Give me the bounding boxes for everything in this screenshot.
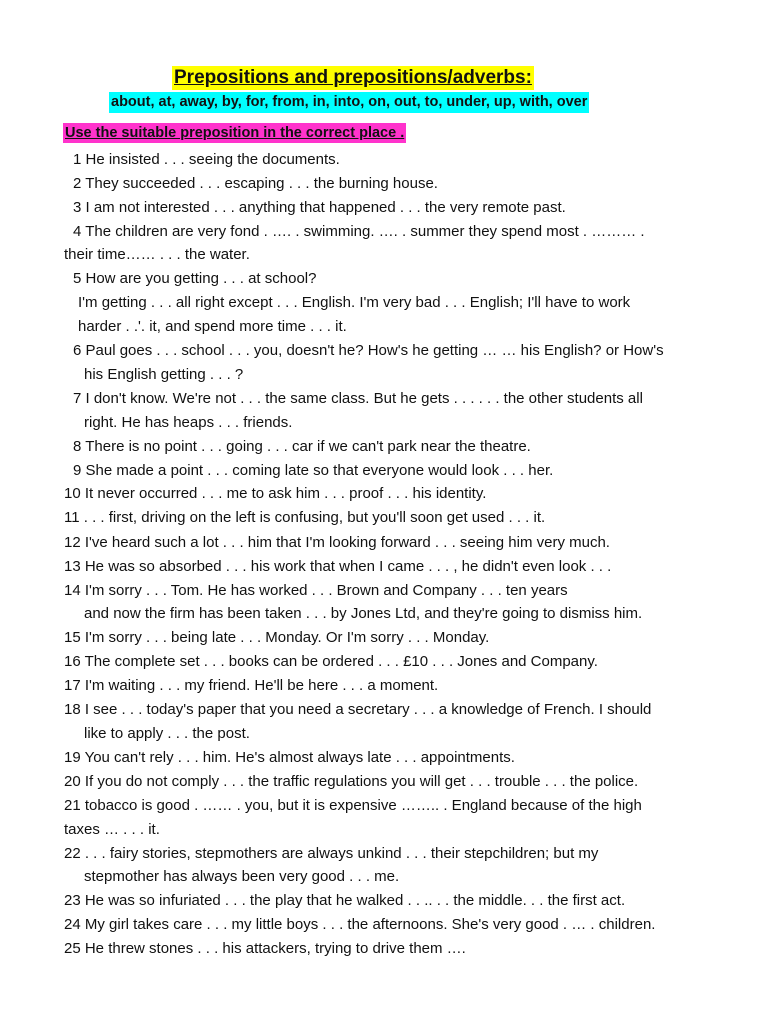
preposition-list: about, at, away, by, for, from, in, into, on, out, to, under, up, with, over [109,92,589,113]
exercise-line: 11 . . . first, driving on the left is confusing, but you'll soon get used . . . it. [64,509,546,526]
exercise-line: 15 I'm sorry . . . being late . . . Monday. Or I'm sorry . . . Monday. [64,629,490,646]
exercise-line: 22 . . . fairy stories, stepmothers are always unkind . . . their stepchildren; but my [64,845,599,862]
exercise-line: 23 He was so infuriated . . . the play that he walked . . .. . . the middle. . . the first act. [64,892,626,909]
instruction: Use the suitable preposition in the correct place . [65,125,405,141]
exercise-line: 13 He was so absorbed . . . his work that when I came . . . , he didn't even look . . . [64,558,612,575]
exercise-line: 20 If you do not comply . . . the traffic regulations you will get . . . trouble . . . the police. [64,773,639,790]
exercise-line: their time…… . . . the water. [64,246,250,263]
exercise-line: 21 tobacco is good . …… . you, but it is expensive …….. . England because of the high [64,797,642,814]
worksheet-title: Prepositions and prepositions/adverbs: [174,67,532,88]
exercise-line: 4 The children are very fond . …. . swimming. …. . summer they spend most . ……… . [73,223,645,240]
exercise-line: 16 The complete set . . . books can be ordered . . . £10 . . . Jones and Company. [64,653,598,670]
exercise-line: and now the firm has been taken . . . by Jones Ltd, and they're going to dismiss him. [84,605,643,622]
exercise-line: stepmother has always been very good . . . me. [84,868,400,885]
exercise-line: harder . .'. it, and spend more time . . . it. [78,318,347,335]
exercise-line: like to apply . . . the post. [84,725,250,742]
exercise-line: taxes … . . . it. [64,821,160,838]
exercise-line: 7 I don't know. We're not . . . the same class. But he gets . . . . . . the other students all [73,390,643,407]
exercise-line: 18 I see . . . today's paper that you need a secretary . . . a knowledge of French. I should [64,701,652,718]
exercise-line: 3 I am not interested . . . anything that happened . . . the very remote past. [73,199,566,216]
exercise-line: his English getting . . . ? [84,366,244,383]
exercise-line: 17 I'm waiting . . . my friend. He'll be here . . . a moment. [64,677,439,694]
exercise-line: 25 He threw stones . . . his attackers, trying to drive them …. [64,940,466,957]
exercise-line: 14 I'm sorry . . . Tom. He has worked . . . Brown and Company . . . ten years [64,582,568,599]
exercise-line: 8 There is no point . . . going . . . car if we can't park near the theatre. [73,438,531,455]
exercise-line: 6 Paul goes . . . school . . . you, doesn't he? How's he getting … … his English? or How's [73,342,664,359]
exercise-line: 12 I've heard such a lot . . . him that I'm looking forward . . . seeing him very much. [64,534,610,551]
exercise-line: 19 You can't rely . . . him. He's almost always late . . . appointments. [64,749,515,766]
exercise-line: 5 How are you getting . . . at school? [73,270,317,287]
exercise-line: I'm getting . . . all right except . . . English. I'm very bad . . . English; I'll have to work [78,294,631,311]
exercise-line: 24 My girl takes care . . . my little boys . . . the afternoons. She's very good . … . children. [64,916,656,933]
exercise-line: 9 She made a point . . . coming late so that everyone would look . . . her. [73,462,554,479]
exercise-line: 1 He insisted . . . seeing the documents. [73,151,340,168]
exercise-line: 2 They succeeded . . . escaping . . . the burning house. [73,175,438,192]
exercise-line: right. He has heaps . . . friends. [84,414,293,431]
exercise-line: 10 It never occurred . . . me to ask him . . . proof . . . his identity. [64,485,487,502]
